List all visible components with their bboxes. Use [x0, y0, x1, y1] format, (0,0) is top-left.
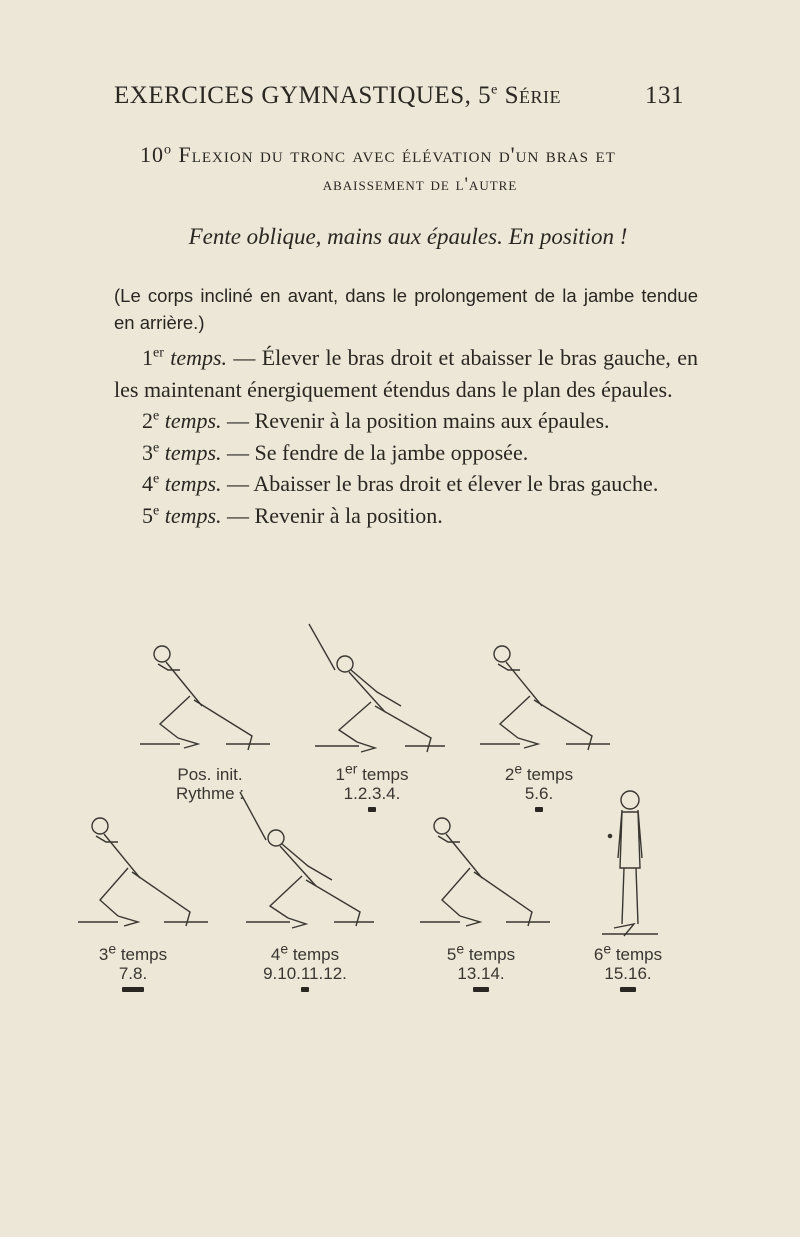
rythme-counts: 5.6. — [524, 784, 554, 803]
gymnast-arm-raised-icon — [234, 790, 374, 940]
figure-temps-3 — [78, 812, 208, 942]
rythme-counts: 7.8. — [118, 964, 148, 983]
step-item: 5e temps. — Revenir à la position. — [142, 502, 443, 528]
section-title: 10$^o$ Flexion du tronc avec élévation d'un bras et abaissement de l'autre — [140, 140, 700, 200]
step-item: 3e temps. — Se fendre de la jambe opposée. — [142, 439, 529, 465]
rythme-bar — [122, 987, 144, 992]
gymnast-lunge-icon — [480, 640, 610, 760]
rythme-counts: 13.14. — [457, 964, 505, 983]
figure-temps-2 — [480, 640, 610, 760]
exercise-note: (Le corps incliné en avant, dans le prolongement de la jambe tendue en arrière.) — [114, 285, 698, 333]
step-item: 4e temps. — Abaisser le bras droit et élever le bras gauche. — [142, 471, 659, 496]
gymnast-lunge-icon — [420, 812, 550, 942]
caption-temps-6: 6e temps 15.16. — [578, 945, 678, 992]
step-item: 1er temps. — Élever le bras droit et abaisser le bras gauche, en les maintenant énergiquement étendus dans le plan des épaules. — [114, 345, 699, 402]
rythme-bar — [473, 987, 489, 992]
caption-temps-2: 2e temps 5.6. — [484, 765, 594, 812]
gymnast-lunge-icon — [140, 640, 270, 760]
rythme-counts: 1.2.3.4. — [343, 784, 401, 803]
caption-temps-3: 3e temps 7.8. — [78, 945, 188, 992]
figure-temps-1 — [305, 622, 445, 762]
figure-temps-4 — [234, 790, 374, 940]
rythme-bar — [620, 987, 636, 992]
step-item: 2e temps. — Revenir à la position mains aux épaules. — [142, 408, 610, 433]
gymnast-standing-icon — [600, 788, 660, 944]
section-title-line2: abaissement de l'autre — [322, 174, 518, 195]
figure-temps-5 — [420, 812, 550, 942]
figure-initial-position — [140, 640, 270, 760]
rythme-counts: 15.16. — [604, 964, 652, 983]
rythme-counts: 9.10.11.12. — [263, 964, 347, 983]
rythme-label: Rythme : — [175, 784, 245, 803]
steps-list — [114, 342, 698, 531]
page-number: 131 — [645, 82, 684, 109]
caption-initial: Pos. init. Rythme : — [175, 765, 245, 803]
gymnast-lunge-icon — [78, 812, 208, 942]
caption-temps-1: 1er temps 1.2.3.4. — [312, 765, 432, 812]
caption-temps-4: 4e temps 9.10.11.12. — [240, 945, 370, 992]
exercise-subtitle: Fente oblique, mains aux épaules. En position ! — [188, 224, 628, 249]
gymnast-arm-raised-icon — [305, 622, 445, 762]
running-head-title: EXERCICES GYMNASTIQUES, 5e Série — [114, 82, 561, 109]
figure-temps-6 — [600, 788, 660, 944]
caption-temps-5: 5e temps 13.14. — [426, 945, 536, 992]
rythme-bar — [301, 987, 309, 992]
